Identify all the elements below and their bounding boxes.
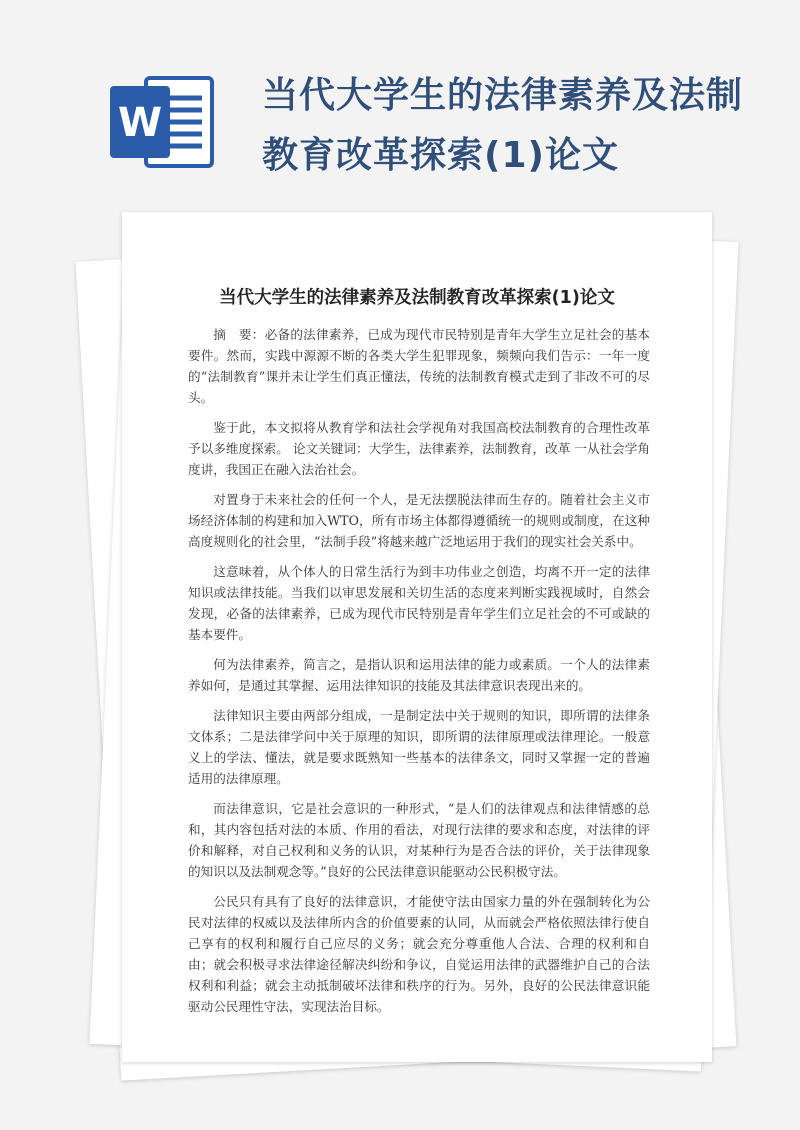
header-title: 当代大学生的法律素养及法制教育改革探索(1)论文	[262, 75, 744, 176]
document-page	[122, 212, 712, 1062]
paragraph: 法律知识主要由两部分组成，一是制定法中关于规则的知识，即所谓的法律条文体系；二是法律学问中关于原理的知识，即所谓的法律原理或法律理论。一般意义上的学法、懂法，就是要求既熟知一些基本的法律条文，同时又掌握一定的普遍适用的法律原理。	[188, 708, 650, 786]
paragraph: 摘 要：必备的法律素养，已成为现代市民特别是青年大学生立足社会的基本要件。然而，实践中源源不断的各类大学生犯罪现象，频频向我们告示：一年一度的“法制教育”课并未让学生们真正懂法，传统的法制教育模式走到了非改不可的尽头。	[188, 327, 650, 405]
document-body	[188, 324, 650, 1026]
paragraph: 何为法律素养，简言之，是指认识和运用法律的能力或素质。一个人的法律素养如何，是通过其掌握、运用法律知识的技能及其法律意识表现出来的。	[188, 657, 650, 693]
paragraph: 鉴于此，本文拟将从教育学和法社会学视角对我国高校法制教育的合理性改革予以多维度探索。 论文关键词：大学生，法律素养，法制教育，改革 一从社会学角度讲，我国正在融入法治社会。	[188, 420, 650, 477]
paragraph: 这意味着，从个体人的日常生活行为到丰功伟业之创造，均离不开一定的法律知识或法律技能。当我们以审思发展和关切生活的态度来判断实践视域时，自然会发现，必备的法律素养，已成为现代市民特别是青年学生们立足社会的不可或缺的基本要件。	[188, 564, 650, 642]
word-icon-letter: W	[117, 100, 163, 146]
paragraph: 对置身于未来社会的任何一个人，是无法摆脱法律而生存的。随着社会主义市场经济体制的构建和加入WTO，所有市场主体都得遵循统一的规则或制度，在这种高度规则化的社会里，“法制手段”将越来越广泛地运用于我们的现实社会关系中。	[188, 492, 650, 549]
paragraph: 而法律意识，它是社会意识的一种形式，“是人们的法律观点和法律情感的总和，其内容包括对法的本质、作用的看法，对现行法律的要求和态度，对法律的评价和解释，对自己权利和义务的认识，对某种行为是否合法的评价，关于法律现象的知识以及法制观念等。”良好的公民法律意识能驱动公民积极守法。	[188, 801, 650, 879]
document-title: 当代大学生的法律素养及法制教育改革探索(1)论文	[219, 288, 615, 308]
paragraph: 公民只有具有了良好的法律意识，才能使守法由国家力量的外在强制转化为公民对法律的权威以及法律所内含的价值要素的认同，从而就会严格依照法律行使自己享有的权利和履行自己应尽的义务；就会充分尊重他人合法、合理的权利和自由；就会积极寻求法律途径解决纠纷和争议，自觉运用法律的武器维护自己的合法权利和利益；就会主动抵制破坏法律和秩序的行为。另外，良好的公民法律意识能驱动公民理性守法，实现法治目标。	[188, 894, 650, 1014]
